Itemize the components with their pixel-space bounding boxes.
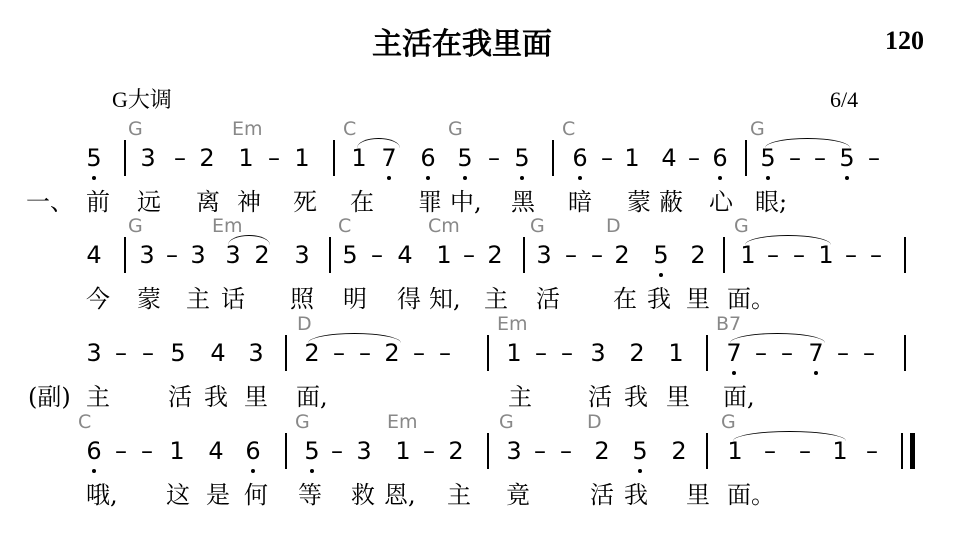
note-dash: –: [371, 241, 383, 269]
note: 1: [506, 339, 522, 367]
note-dash: –: [789, 144, 801, 172]
key-signature: G大调: [112, 87, 172, 112]
lyric-text: 活: [536, 285, 560, 313]
note-dash: –: [439, 339, 451, 367]
octave-dot-below: [387, 176, 391, 180]
lyric-text: 远: [137, 188, 161, 216]
note: 2: [690, 241, 706, 269]
bar-line: [523, 237, 525, 273]
lyric-text: 面。: [727, 481, 775, 509]
lyric-text: 我: [204, 383, 228, 411]
note: 6: [420, 144, 436, 172]
chord-symbol: D: [297, 313, 312, 335]
note: 3: [190, 241, 206, 269]
note: 4: [397, 241, 413, 269]
lyric-text: 面,: [296, 383, 328, 411]
lyric-text: 神: [237, 188, 261, 216]
note-dash: –: [174, 144, 186, 172]
chord-symbol: Em: [497, 313, 528, 335]
lyric-text: 一、: [26, 188, 74, 216]
lyric-text: 里: [686, 481, 710, 509]
note-dash: –: [331, 437, 343, 465]
note: 6: [712, 144, 728, 172]
octave-dot-below: [92, 469, 96, 473]
bar-line: [124, 140, 126, 176]
lyric-text: 活: [588, 383, 612, 411]
lyric-text: 死: [293, 188, 317, 216]
note: 2: [614, 241, 630, 269]
bar-line: [706, 335, 708, 371]
bar-line: [901, 433, 903, 469]
note-dash: –: [799, 437, 811, 465]
octave-dot-below: [520, 176, 524, 180]
chord-symbol: Cm: [428, 215, 460, 237]
note-dash: –: [333, 339, 345, 367]
note: 5: [304, 437, 320, 465]
lyric-text: 话: [221, 285, 245, 313]
note: 6: [245, 437, 261, 465]
note-dash: –: [535, 339, 547, 367]
lyric-text: 活: [168, 383, 192, 411]
note: 4: [210, 339, 226, 367]
octave-dot-below: [310, 469, 314, 473]
bar-line: [329, 237, 331, 273]
note: 2: [671, 437, 687, 465]
tie-arc: [745, 235, 831, 245]
note: 3: [590, 339, 606, 367]
bar-line: [333, 140, 335, 176]
lyric-text: 照: [290, 285, 314, 313]
lyric-text: 里: [244, 383, 268, 411]
octave-dot-below: [426, 176, 430, 180]
lyric-text: 我: [624, 383, 648, 411]
note-dash: –: [534, 437, 546, 465]
lyric-text: 是: [206, 481, 230, 509]
octave-dot-below: [463, 176, 467, 180]
note: 1: [294, 144, 310, 172]
octave-dot-below: [718, 176, 722, 180]
lyric-text: 在: [613, 285, 637, 313]
lyric-text: (副): [28, 383, 71, 411]
bar-line: [552, 140, 554, 176]
lyric-text: 心: [709, 188, 733, 216]
chord-symbol: C: [78, 411, 92, 433]
octave-dot-below: [251, 469, 255, 473]
note: 5: [839, 144, 855, 172]
note: 4: [208, 437, 224, 465]
chord-symbol: G: [295, 411, 310, 433]
note: 2: [304, 339, 320, 367]
octave-dot-below: [659, 273, 663, 277]
note-dash: –: [755, 339, 767, 367]
song-title: 主活在我里面: [372, 27, 552, 62]
note: 2: [199, 144, 215, 172]
lyric-text: 里: [686, 285, 710, 313]
note: 5: [457, 144, 473, 172]
bar-line: [124, 237, 126, 273]
note: 3: [225, 241, 241, 269]
lyric-text: 明: [343, 285, 367, 313]
note-dash: –: [166, 241, 178, 269]
lyric-text: 何: [244, 481, 268, 509]
note-dash: –: [560, 437, 572, 465]
chord-symbol: G: [734, 215, 749, 237]
note: 1: [238, 144, 254, 172]
note-dash: –: [561, 339, 573, 367]
note-dash: –: [115, 339, 127, 367]
octave-dot-below: [638, 469, 642, 473]
note-dash: –: [488, 144, 500, 172]
lyric-text: 等: [298, 481, 322, 509]
lyric-text: 暗: [568, 188, 592, 216]
tie-arc: [765, 138, 850, 148]
note-dash: –: [837, 339, 849, 367]
lyric-text: 蒙: [627, 188, 651, 216]
note-dash: –: [793, 241, 805, 269]
octave-dot-below: [845, 176, 849, 180]
note: 1: [818, 241, 834, 269]
note: 2: [594, 437, 610, 465]
lyric-text: 我: [647, 285, 671, 313]
note: 3: [356, 437, 372, 465]
chord-symbol: C: [562, 118, 576, 140]
lyric-text: 得: [397, 285, 421, 313]
note: 1: [668, 339, 684, 367]
note: 5: [86, 144, 102, 172]
lyric-text: 前: [86, 188, 110, 216]
bar-line: [285, 433, 287, 469]
note-dash: –: [870, 241, 882, 269]
note-dash: –: [142, 339, 154, 367]
bar-line: [487, 433, 489, 469]
note-dash: –: [868, 144, 880, 172]
note: 3: [536, 241, 552, 269]
chord-symbol: G: [750, 118, 765, 140]
note: 1: [169, 437, 185, 465]
chord-symbol: Em: [212, 215, 243, 237]
note: 7: [381, 144, 397, 172]
note-dash: –: [814, 144, 826, 172]
tie-arc: [228, 235, 270, 245]
note: 2: [254, 241, 270, 269]
note: 1: [740, 241, 756, 269]
note-dash: –: [688, 144, 700, 172]
lyric-text: 这: [166, 481, 190, 509]
note: 2: [487, 241, 503, 269]
note: 6: [86, 437, 102, 465]
lyric-text: 蒙: [137, 285, 161, 313]
lyric-text: 面。: [727, 285, 775, 313]
note: 4: [86, 241, 102, 269]
note: 1: [832, 437, 848, 465]
note-dash: –: [767, 241, 779, 269]
lyric-text: 蔽: [659, 188, 683, 216]
chord-symbol: C: [338, 215, 352, 237]
note-dash: –: [601, 144, 613, 172]
bar-line: [706, 433, 708, 469]
chord-symbol: G: [128, 118, 143, 140]
bar-line: [285, 335, 287, 371]
time-signature: 6/4: [830, 87, 859, 112]
lyric-text: 主: [508, 383, 532, 411]
chord-symbol: G: [448, 118, 463, 140]
note: 3: [294, 241, 310, 269]
note: 7: [726, 339, 742, 367]
chord-symbol: C: [343, 118, 357, 140]
note: 4: [661, 144, 677, 172]
note: 5: [170, 339, 186, 367]
lyric-text: 竟: [506, 481, 530, 509]
page-number: 120: [885, 26, 924, 55]
bar-line: [487, 335, 489, 371]
chord-symbol: D: [606, 215, 621, 237]
lyric-text: 里: [666, 383, 690, 411]
note: 5: [342, 241, 358, 269]
note: 5: [653, 241, 669, 269]
lyric-text: 主: [484, 285, 508, 313]
note: 3: [140, 144, 156, 172]
octave-dot-below: [814, 371, 818, 375]
note: 6: [572, 144, 588, 172]
lyric-text: 主: [186, 285, 210, 313]
chord-symbol: Em: [232, 118, 263, 140]
note-dash: –: [463, 241, 475, 269]
note: 3: [506, 437, 522, 465]
note: 1: [436, 241, 452, 269]
note: 3: [248, 339, 264, 367]
lyric-text: 罪: [418, 188, 442, 216]
note-dash: –: [565, 241, 577, 269]
note: 5: [632, 437, 648, 465]
note: 3: [86, 339, 102, 367]
chord-symbol: G: [128, 215, 143, 237]
note-dash: –: [268, 144, 280, 172]
bar-line: [904, 237, 906, 273]
chord-symbol: G: [530, 215, 545, 237]
lyric-text: 今: [86, 285, 110, 313]
note: 5: [514, 144, 530, 172]
final-bar-line: [910, 433, 915, 469]
octave-dot-below: [578, 176, 582, 180]
octave-dot-below: [732, 371, 736, 375]
lyric-text: 在: [350, 188, 374, 216]
note: 5: [760, 144, 776, 172]
lyric-text: 主: [86, 383, 110, 411]
note: 3: [139, 241, 155, 269]
bar-line: [904, 335, 906, 371]
lyric-text: 知,: [429, 285, 461, 313]
chord-symbol: G: [721, 411, 736, 433]
bar-line: [723, 237, 725, 273]
chord-symbol: Em: [387, 411, 418, 433]
chord-symbol: D: [587, 411, 602, 433]
chord-symbol: B7: [716, 313, 742, 335]
note-dash: –: [359, 339, 371, 367]
note: 7: [808, 339, 824, 367]
octave-dot-below: [766, 176, 770, 180]
lyric-text: 哦,: [86, 481, 118, 509]
tie-arc: [730, 333, 825, 343]
note: 2: [448, 437, 464, 465]
lyric-text: 活: [590, 481, 614, 509]
tie-arc: [357, 138, 400, 148]
note: 1: [351, 144, 367, 172]
note: 1: [624, 144, 640, 172]
note-dash: –: [866, 437, 878, 465]
lyric-text: 救: [351, 481, 375, 509]
note-dash: –: [423, 437, 435, 465]
note: 1: [727, 437, 743, 465]
note: 2: [629, 339, 645, 367]
lyric-text: 我: [624, 481, 648, 509]
note-dash: –: [591, 241, 603, 269]
note-dash: –: [413, 339, 425, 367]
note-dash: –: [141, 437, 153, 465]
note-dash: –: [845, 241, 857, 269]
chord-symbol: G: [499, 411, 514, 433]
tie-arc: [308, 333, 401, 343]
lyric-text: 主: [447, 481, 471, 509]
note-dash: –: [115, 437, 127, 465]
lyric-text: 离: [196, 188, 220, 216]
note: 2: [384, 339, 400, 367]
tie-arc: [733, 431, 846, 441]
note-dash: –: [781, 339, 793, 367]
note-dash: –: [863, 339, 875, 367]
lyric-text: 面,: [723, 383, 755, 411]
lyric-text: 恩,: [384, 481, 416, 509]
lyric-text: 黑: [511, 188, 535, 216]
lyric-text: 中,: [450, 188, 482, 216]
octave-dot-below: [92, 176, 96, 180]
lyric-text: 眼;: [755, 188, 788, 216]
note: 1: [395, 437, 411, 465]
note-dash: –: [764, 437, 776, 465]
bar-line: [745, 140, 747, 176]
